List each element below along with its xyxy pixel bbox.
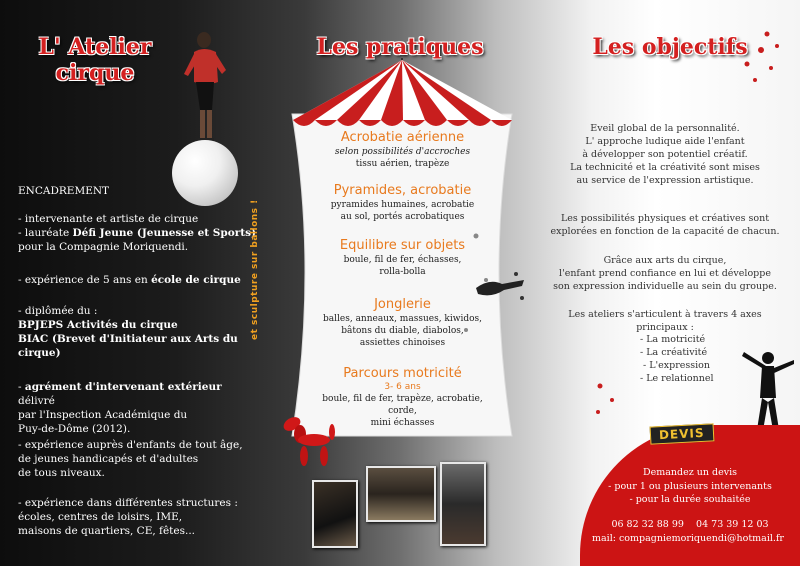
encadrement-p4-line3: Puy-de-Dôme (2012).	[18, 423, 131, 435]
devis-line3: - pour la durée souhaitée	[629, 494, 751, 505]
encadrement-p3-line3: BIAC (Brevet d'Initiateur aux Arts du	[18, 333, 238, 345]
devis-mail[interactable]: mail: compagniemoriquendi@hotmail.fr	[592, 533, 784, 544]
objectif-line: explorées en fonction de la capacité de chacun.	[550, 226, 780, 237]
balloon-dog-icon	[278, 410, 340, 470]
photo-rolla-bolla	[366, 466, 436, 522]
devis-phones: 06 82 32 88 99 04 73 39 12 03	[611, 519, 769, 530]
encadrement-p6	[18, 496, 258, 538]
objectif-line: L' approche ludique aide l'enfant	[585, 136, 745, 147]
encadrement-p5-line1: - expérience auprès d'enfants de tout âge,	[18, 439, 243, 451]
encadrement-p3-line1: - diplômée du :	[18, 305, 98, 317]
objectifs-p2	[545, 212, 785, 238]
pratique-detail: tissu aérien, trapèze	[355, 159, 450, 169]
encadrement-p6-line2: écoles, centres de loisirs, IME,	[18, 511, 183, 523]
encadrement-p1	[18, 212, 258, 254]
encadrement-p4	[18, 380, 258, 436]
pratique-detail: au sol, portés acrobatiques	[340, 212, 465, 222]
circus-tent-icon	[285, 58, 520, 138]
devis-line2: - pour 1 ou plusieurs intervenants	[608, 481, 772, 492]
objectif-line: Les possibilités physiques et créatives sont	[560, 213, 770, 224]
objectif-line: La technicité et la créativité sont mises	[570, 162, 760, 173]
encadrement-p5-line3: de tous niveaux.	[18, 467, 105, 479]
decorative-dots-bottom	[590, 380, 620, 420]
encadrement-p1-line2-bold: Défi Jeune (Jeunesse et Sports)	[72, 227, 256, 239]
objectifs-p4: Les ateliers s'articulent à travers 4 axes principaux :	[568, 309, 762, 333]
encadrement-p6-line1: - expérience dans différentes structures :	[18, 497, 238, 509]
encadrement-p3-line4: cirque)	[18, 347, 61, 359]
encadrement-p5-line2: de jeunes handicapés et d'adultes	[18, 453, 199, 465]
pratique-detail: boule, fil de fer, trapèze, acrobatie, corde,	[322, 394, 483, 416]
encadrement-p3-line2: BPJEPS Activités du cirque	[18, 319, 178, 331]
axe-item: - La motricité	[640, 334, 706, 345]
objectif-line: Grâce aux arts du cirque,	[603, 255, 727, 266]
encadrement-heading: ENCADREMENT	[18, 185, 110, 197]
pratique-pyramides	[310, 183, 495, 223]
objectif-line: à développer son potentiel créatif.	[582, 149, 748, 160]
pratique-detail: rolla-bolla	[379, 267, 426, 277]
encadrement-p2-pre: - expérience de 5 ans en	[18, 274, 152, 286]
objectif-line: Eveil global de la personnalité.	[590, 123, 740, 134]
encadrement-p4-bold: agrément d'intervenant extérieur	[24, 381, 222, 393]
decorative-dots-top	[735, 28, 785, 88]
pratique-detail: assiettes chinoises	[359, 338, 446, 348]
pratique-heading: Parcours motricité	[343, 366, 462, 381]
encadrement-p1-line3: pour la Compagnie Moriquendi.	[18, 241, 189, 253]
objectifs-axes	[640, 333, 750, 385]
decorative-dots-middle	[456, 230, 496, 340]
pratique-detail: boule, fil de fer, échasses,	[343, 255, 462, 265]
objectif-line: l'enfant prend confiance en lui et développe	[559, 268, 771, 279]
title-atelier-line2: cirque	[55, 60, 135, 86]
encadrement-p4-line2: par l'Inspection Académique du	[18, 409, 188, 421]
devis-label: DEVIS	[650, 423, 714, 444]
vertical-balloon-text: et sculpture sur ballons !	[250, 199, 260, 340]
title-atelier-line1: L' Atelier	[38, 34, 152, 60]
pratique-detail: balles, anneaux, massues, kiwidos,	[323, 314, 482, 324]
axe-item: - Le relationnel	[640, 373, 714, 384]
pratique-note: selon possibilités d'accroches	[334, 147, 471, 157]
objectif-line: au service de l'expression artistique.	[576, 175, 754, 186]
pratique-heading: Pyramides, acrobatie	[333, 183, 472, 198]
objectifs-p1	[545, 122, 785, 187]
encadrement-p2-bold: école de cirque	[151, 274, 241, 286]
pratique-heading: Acrobatie aérienne	[340, 130, 465, 145]
encadrement-p5	[18, 438, 258, 480]
pratique-detail: bâtons du diable, diabolos,	[341, 326, 464, 336]
objectif-line: son expression individuelle au sein du groupe.	[553, 281, 777, 292]
encadrement-p3	[18, 304, 258, 360]
title-atelier	[20, 34, 170, 86]
encadrement-p4-line1	[18, 380, 258, 408]
encadrement-p6-line3: maisons de quartiers, CE, fêtes...	[18, 525, 195, 537]
pratique-heading: Jonglerie	[374, 297, 431, 312]
title-objectifs: Les objectifs	[592, 34, 748, 60]
title-pratiques: Les pratiques	[316, 34, 484, 60]
encadrement-p1-line1: - intervenante et artiste de cirque	[18, 213, 199, 225]
encadrement-p1-line2	[18, 226, 258, 240]
pratique-detail: mini échasses	[370, 418, 435, 428]
encadrement-p1-line2-pre: - lauréate	[18, 227, 73, 239]
encadrement-p2	[18, 273, 258, 287]
axe-item: - La créativité	[640, 347, 708, 358]
photo-juggling	[312, 480, 358, 548]
encadrement-p4-post: délivré	[18, 395, 55, 407]
pratique-heading: Equilibre sur objets	[339, 238, 466, 253]
axe-item: - L'expression	[643, 360, 711, 371]
objectifs-p3	[545, 254, 785, 293]
devis-line1: Demandez un devis	[643, 467, 737, 478]
photo-trapeze	[440, 462, 486, 546]
encadrement-p4-pre: -	[18, 381, 25, 393]
pratique-age: 3- 6 ans	[384, 382, 421, 392]
pratique-detail: pyramides humaines, acrobatie	[330, 200, 475, 210]
performer-illustration	[178, 30, 234, 148]
pratique-acrobatie-aerienne	[310, 130, 495, 170]
